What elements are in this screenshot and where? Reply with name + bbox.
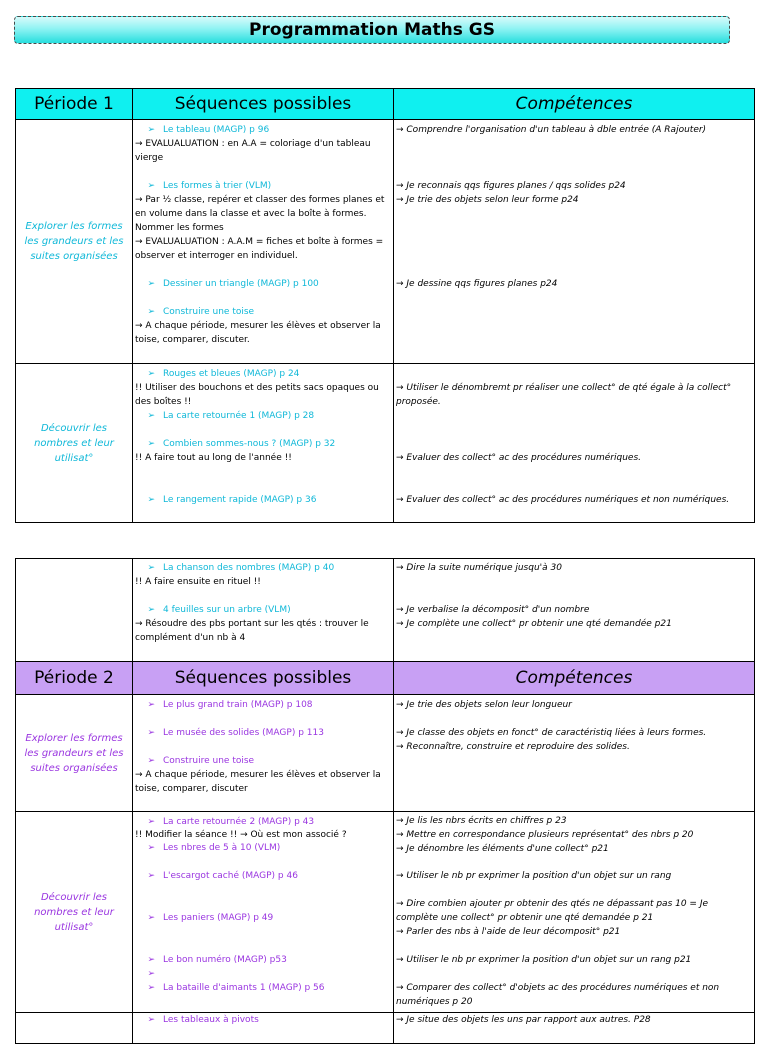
sequence-note: !! A faire tout au long de l'année !! [135,453,292,463]
domain-label: Découvrir les nombres et leur utilisat° [16,364,133,523]
competence-item: → Je dessine qqs figures planes p24 [396,279,558,289]
sequence-note: → EVALUALUATION : en A.A = coloriage d'un tableau vierge [135,139,371,163]
competences-cell [394,364,755,523]
table-row [16,559,755,662]
sequence-item: ➢ Rouges et bleues (MAGP) p 24 [135,367,391,381]
competence-item: → Comparer des collect° d'objets ac des procédures numériques et non numériques p 20 [396,983,720,1007]
sequence-note: !! Utiliser des bouchons et des petits sacs opaques ou des boîtes !! [135,383,379,407]
domain-label: Explorer les formes les grandeurs et les suites organisées [16,120,133,364]
empty-domain-cell [16,1013,133,1044]
competence-item: → Utiliser le dénombremt pr réaliser une collect° de qté égale à la collect° proposée. [396,383,732,407]
competence-item: → Je trie des objets selon leur longueur [396,700,572,710]
arrowhead-bullet-icon: ➢ [147,369,155,379]
competence-item: → Je verbalise la décomposit° d'un nombre → Je complète une collect° pr obtenir une qté demandée p21 [396,605,672,629]
competence-item: → Dire la suite numérique jusqu'à 30 [396,563,562,573]
sequence-item: ➢ Dessiner un triangle (MAGP) p 100 [135,277,391,291]
sequences-cell [133,1013,394,1044]
competences-cell [394,559,755,662]
competences-cell [394,695,755,812]
empty-domain-cell [16,559,133,662]
sequence-item: ➢ La chanson des nombres (MAGP) p 40 [135,561,391,575]
competence-item: → Comprendre l'organisation d'un tableau à dble entrée (A Rajouter) [396,125,707,135]
sequence-item: ➢ Le rangement rapide (MAGP) p 36 [135,493,391,507]
sequence-item: ➢ Les paniers (MAGP) p 49 [135,911,391,925]
competence-item: → Je reconnais qqs figures planes / qqs solides p24 → Je trie des objets selon leur forme p24 [396,181,626,205]
competences-header: Compétences [394,662,755,695]
sequence-item: ➢ L'escargot caché (MAGP) p 46 [135,869,391,883]
periode2-table [15,558,755,1044]
arrowhead-bullet-icon: ➢ [147,756,155,766]
competence-item: → Evaluer des collect° ac des procédures numériques. [396,453,642,463]
arrowhead-bullet-icon: ➢ [147,411,155,421]
competences-header: Compétences [394,89,755,120]
arrowhead-bullet-icon: ➢ [147,181,155,191]
arrowhead-bullet-icon: ➢ [147,279,155,289]
table-row [16,1013,755,1044]
sequence-item: ➢ La bataille d'aimants 1 (MAGP) p 56 [135,981,391,995]
sequence-note: → A chaque période, mesurer les élèves et observer la toise, comparer, discuter [135,770,381,794]
sequences-cell [133,120,394,364]
competences-cell [394,120,755,364]
arrowhead-bullet-icon: ➢ [147,125,155,135]
arrowhead-bullet-icon: ➢ [147,871,155,881]
sequence-item: ➢ Combien sommes-nous ? (MAGP) p 32 [135,437,391,451]
arrowhead-bullet-icon: ➢ [147,307,155,317]
arrowhead-bullet-icon: ➢ [147,1015,155,1025]
sequence-item: ➢ Les tableaux à pivots [135,1013,391,1027]
competences-cell [394,1013,755,1044]
competences-cell [394,812,755,1013]
arrowhead-bullet-icon: ➢ [147,700,155,710]
arrowhead-bullet-icon: ➢ [147,843,155,853]
sequence-note: → Résoudre des pbs portant sur les qtés : trouver le complément d'un nb à 4 [135,619,369,643]
domain-label: Explorer les formes les grandeurs et les suites organisées [16,695,133,812]
sequences-cell [133,559,394,662]
sequences-header: Séquences possibles [133,662,394,695]
arrowhead-bullet-icon: ➢ [147,728,155,738]
periode2-header-row [16,662,755,695]
sequence-item: ➢ Le musée des solides (MAGP) p 113 [135,726,391,740]
table-row [16,364,755,523]
sequences-header: Séquences possibles [133,89,394,120]
sequence-item: ➢ Les formes à trier (VLM) [135,179,391,193]
sequence-item: ➢ Les nbres de 5 à 10 (VLM) [135,841,391,855]
arrowhead-bullet-icon: ➢ [147,817,155,827]
competence-item: → Je classe des objets en fonct° de caractéristiq liées à leurs formes. → Reconnaître, construire et reproduire des solides. [396,728,707,752]
domain-label: Découvrir les nombres et leur utilisat° [16,812,133,1013]
sequence-note: → Par ½ classe, repérer et classer des formes planes et en volume dans la classe et avec la boîte à formes. Nommer les formes → EVALUALUATION : A.A.M = fiches et boîte à formes = observer et interroger en individuel. [135,195,385,261]
competence-item: → Je lis les nbrs écrits en chiffres p 23 → Mettre en correspondance plusieurs représentat° des nbrs p 20 → Je dénombre les éléments d'une collect° p21 [396,816,694,854]
arrowhead-bullet-icon: ➢ [147,955,155,965]
competence-item: → Je situe des objets les uns par rapport aux autres. P28 [396,1015,651,1025]
table-row [16,695,755,812]
sequence-item: ➢ La carte retournée 1 (MAGP) p 28 [135,409,391,423]
empty-bullet [135,967,391,981]
sequences-cell [133,695,394,812]
arrowhead-bullet-icon: ➢ [147,605,155,615]
arrowhead-bullet-icon: ➢ [147,495,155,505]
sequence-note: !! A faire ensuite en rituel !! [135,577,261,587]
competence-item: → Utiliser le nb pr exprimer la position d'un objet sur un rang [396,871,672,881]
sequence-item: ➢ Construire une toise [135,754,391,768]
sequence-item: ➢ Le bon numéro (MAGP) p53 [135,953,391,967]
sequence-item: ➢ Construire une toise [135,305,391,319]
arrowhead-bullet-icon: ➢ [147,983,155,993]
sequence-note: → A chaque période, mesurer les élèves et observer la toise, comparer, discuter. [135,321,381,345]
arrowhead-bullet-icon: ➢ [147,913,155,923]
page-title: Programmation Maths GS [14,16,730,44]
sequence-note: !! Modifier la séance !! → Où est mon associé ? [135,830,347,840]
table-row [16,120,755,364]
arrowhead-bullet-icon: ➢ [147,563,155,573]
sequence-item: ➢ 4 feuilles sur un arbre (VLM) [135,603,391,617]
sequence-item: ➢ Le plus grand train (MAGP) p 108 [135,698,391,712]
sequence-item: ➢ La carte retournée 2 (MAGP) p 43 [135,815,391,829]
periode-header: Période 2 [16,662,133,695]
periode-header: Période 1 [16,89,133,120]
arrowhead-bullet-icon: ➢ [147,439,155,449]
periode1-table [15,88,755,523]
sequence-item: ➢ Le tableau (MAGP) p 96 [135,123,391,137]
competence-item: → Dire combien ajouter pr obtenir des qtés ne dépassant pas 10 = Je complète une collect° pr obtenir une qté demandée p 21 → Parler des nbs à l'aide de leur décomposit° p21 [396,899,709,937]
periode1-header-row [16,89,755,120]
arrowhead-bullet-icon: ➢ [147,969,155,979]
sequences-cell [133,364,394,523]
table-row [16,812,755,1013]
competence-item: → Utiliser le nb pr exprimer la position d'un objet sur un rang p21 [396,955,692,965]
competence-item: → Evaluer des collect° ac des procédures numériques et non numériques. [396,495,730,505]
sequences-cell [133,812,394,1013]
